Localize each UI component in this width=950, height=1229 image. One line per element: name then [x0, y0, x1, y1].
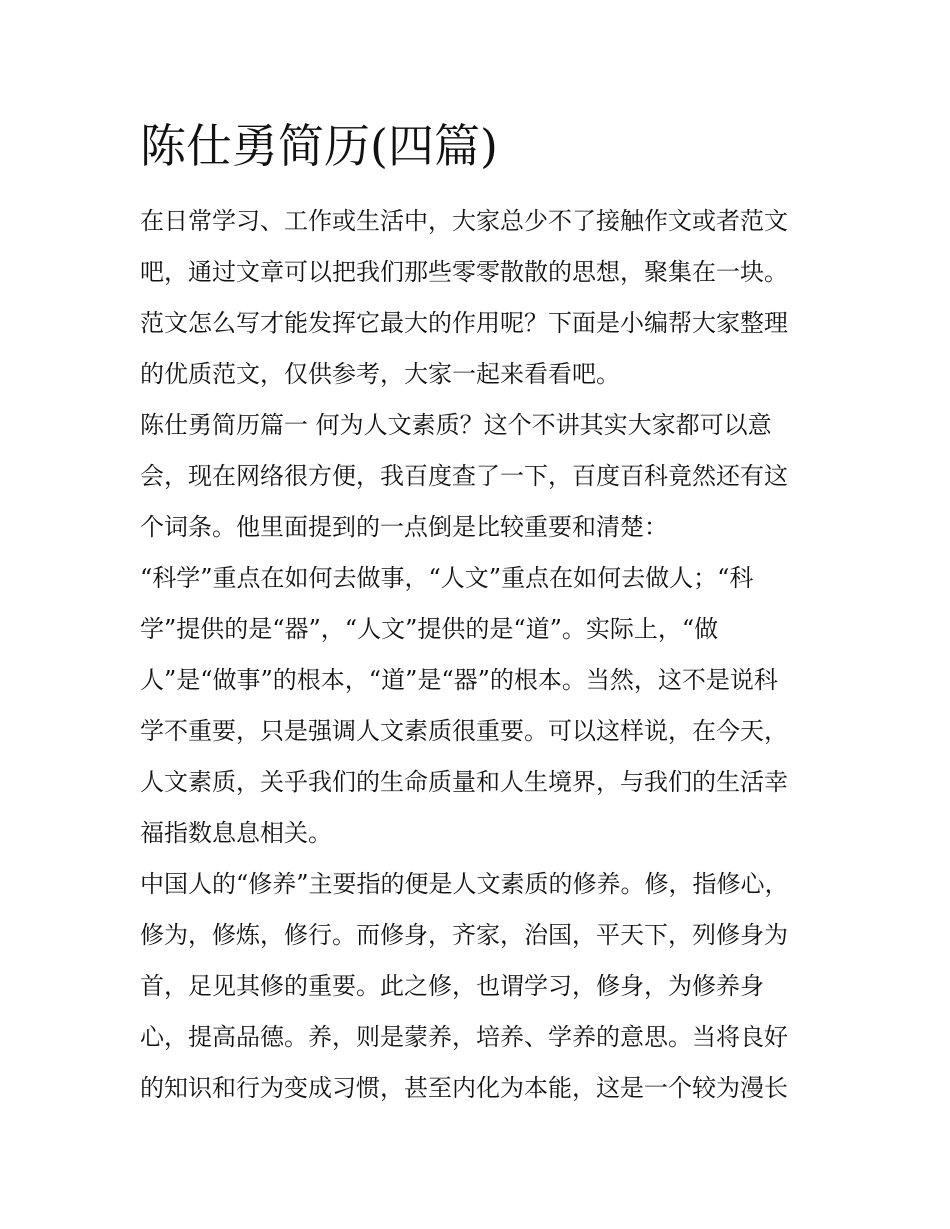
body-line: 的优质范文，仅供参考，大家一起来看看吧。: [140, 360, 620, 388]
body-line: 会，现在网络很方便，我百度查了一下，百度百科竟然还有这: [140, 462, 788, 490]
body-line: 在日常学习、工作或生活中，大家总少不了接触作文或者范文: [140, 207, 788, 235]
document-title: 陈仕勇简历(四篇): [140, 119, 498, 173]
body-line: 陈仕勇简历篇一 何为人文素质？这个不讲其实大家都可以意: [140, 411, 772, 439]
body-line: 范文怎么写才能发挥它最大的作用呢？下面是小编帮大家整理: [140, 309, 788, 337]
body-line: 修为，修炼，修行。而修身，齐家，治国，平天下，列修身为: [140, 921, 788, 949]
body-line: “科学”重点在如何去做事，“人文”重点在如何去做人；“科: [140, 564, 754, 592]
body-line: 福指数息息相关。: [140, 819, 332, 847]
body-line: 人文素质，关乎我们的生命质量和人生境界，与我们的生活幸: [140, 768, 788, 796]
body-line: 学不重要，只是强调人文素质很重要。可以这样说，在今天，: [140, 717, 788, 745]
body-line: 学”提供的是“器”，“人文”提供的是“道”。实际上，“做: [140, 615, 719, 643]
body-line: 吧，通过文章可以把我们那些零零散散的思想，聚集在一块。: [140, 258, 788, 286]
body-line: 中国人的“修养”主要指的便是人文素质的修养。修，指修心，: [140, 870, 789, 898]
body-line: 的知识和行为变成习惯，甚至内化为本能，这是一个较为漫长: [140, 1074, 788, 1102]
body-line: 人”是“做事”的根本，“道”是“器”的根本。当然，这不是说科: [140, 666, 778, 694]
body-line: 个词条。他里面提到的一点倒是比较重要和清楚：: [140, 513, 668, 541]
body-line: 首，足见其修的重要。此之修，也谓学习，修身，为修养身: [140, 972, 764, 1000]
body-line: 心，提高品德。养，则是蒙养，培养、学养的意思。当将良好: [140, 1023, 788, 1051]
